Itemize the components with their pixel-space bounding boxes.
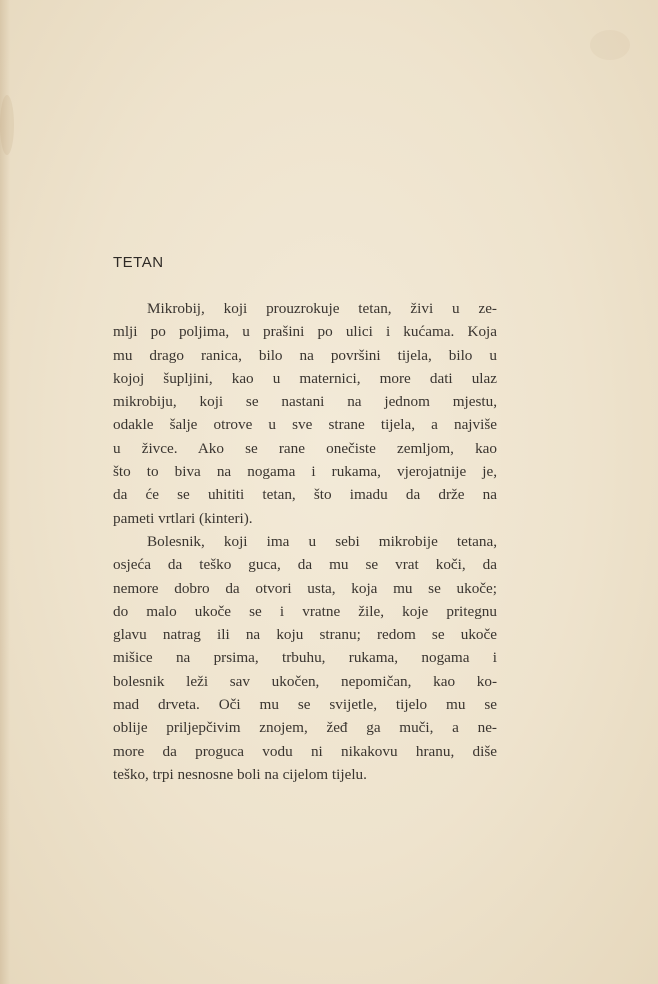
paragraph-2 — [113, 530, 497, 786]
text-line: mišice na prsima, trbuhu, rukama, nogama i — [113, 649, 497, 667]
text-line: teško, trpi nesnosne boli na cijelom tijelu. — [113, 765, 367, 783]
text-line: oblije priljepčivim znojem, žeđ ga muči, a ne- — [113, 719, 497, 737]
text-line: more da proguca vodu ni nikakovu hranu, diše — [113, 742, 497, 760]
page-title: TETAN — [113, 254, 164, 271]
text-line: do malo ukoče se i vratne žile, koje pritegnu — [113, 602, 497, 620]
text-line: mlji po poljima, u prašini po ulici i kućama. Koja — [113, 323, 497, 341]
text-line: osjeća da teško guca, da mu se vrat koči, da — [113, 556, 497, 574]
paper-stain — [590, 30, 630, 60]
text-line: mikrobiju, koji se nastani na jednom mjestu, — [113, 393, 497, 411]
text-line: bolesnik leži sav ukočen, nepomičan, kao ko- — [113, 672, 497, 690]
paragraph-1 — [113, 297, 497, 530]
text-line: Bolesnik, koji ima u sebi mikrobije tetana, — [147, 532, 497, 550]
text-line: glavu natrag ili na koju stranu; redom se ukoče — [113, 626, 497, 644]
text-line: kojoj šupljini, kao u maternici, more dati ulaz — [113, 369, 497, 387]
body-text — [113, 297, 497, 786]
text-line: da će se uhititi tetan, što imadu da drže na — [113, 486, 497, 504]
text-line: mad drveta. Oči mu se svijetle, tijelo mu se — [113, 696, 497, 714]
paper-stain — [0, 95, 14, 155]
text-line: Mikrobij, koji prouzrokuje tetan, živi u ze- — [147, 300, 497, 317]
text-line: što to biva na nogama i rukama, vjerojatnije je, — [113, 463, 497, 481]
text-line: odakle šalje otrove u sve strane tijela, a najviše — [113, 416, 497, 434]
text-line: pameti vrtlari (kinteri). — [113, 509, 253, 527]
text-line: mu drago ranica, bilo na površini tijela, bilo u — [113, 346, 497, 364]
text-line: u živce. Ako se rane onečiste zemljom, kao — [113, 439, 497, 457]
text-line: nemore dobro da otvori usta, koja mu se ukoče; — [113, 579, 497, 597]
